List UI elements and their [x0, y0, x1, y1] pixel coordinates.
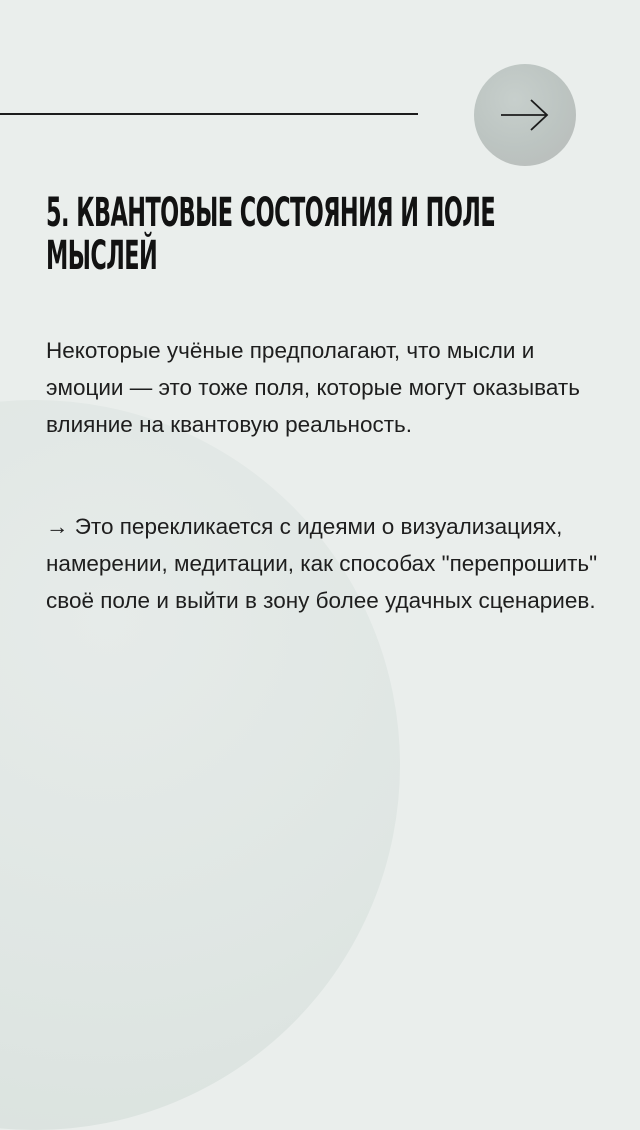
paragraph-1: Некоторые учёные предполагают, что мысли и эмоции — это тоже поля, которые могут оказывать влияние на квантовую реальность.	[46, 338, 580, 437]
divider-line	[0, 113, 418, 115]
next-button[interactable]	[474, 64, 576, 166]
arrow-right-icon	[499, 98, 551, 132]
title-line-2: МЫСЛЕЙ	[46, 233, 158, 279]
title-line-1: 5. КВАНТОВЫЕ СОСТОЯНИЯ И ПОЛЕ	[46, 190, 496, 236]
paragraph-2: → Это перекликается с идеями о визуализациях, намерении, медитации, как способах "перепрошить" своё поле и выйти в зону более удачных сценариев.	[46, 514, 598, 613]
slide-title	[46, 192, 606, 278]
